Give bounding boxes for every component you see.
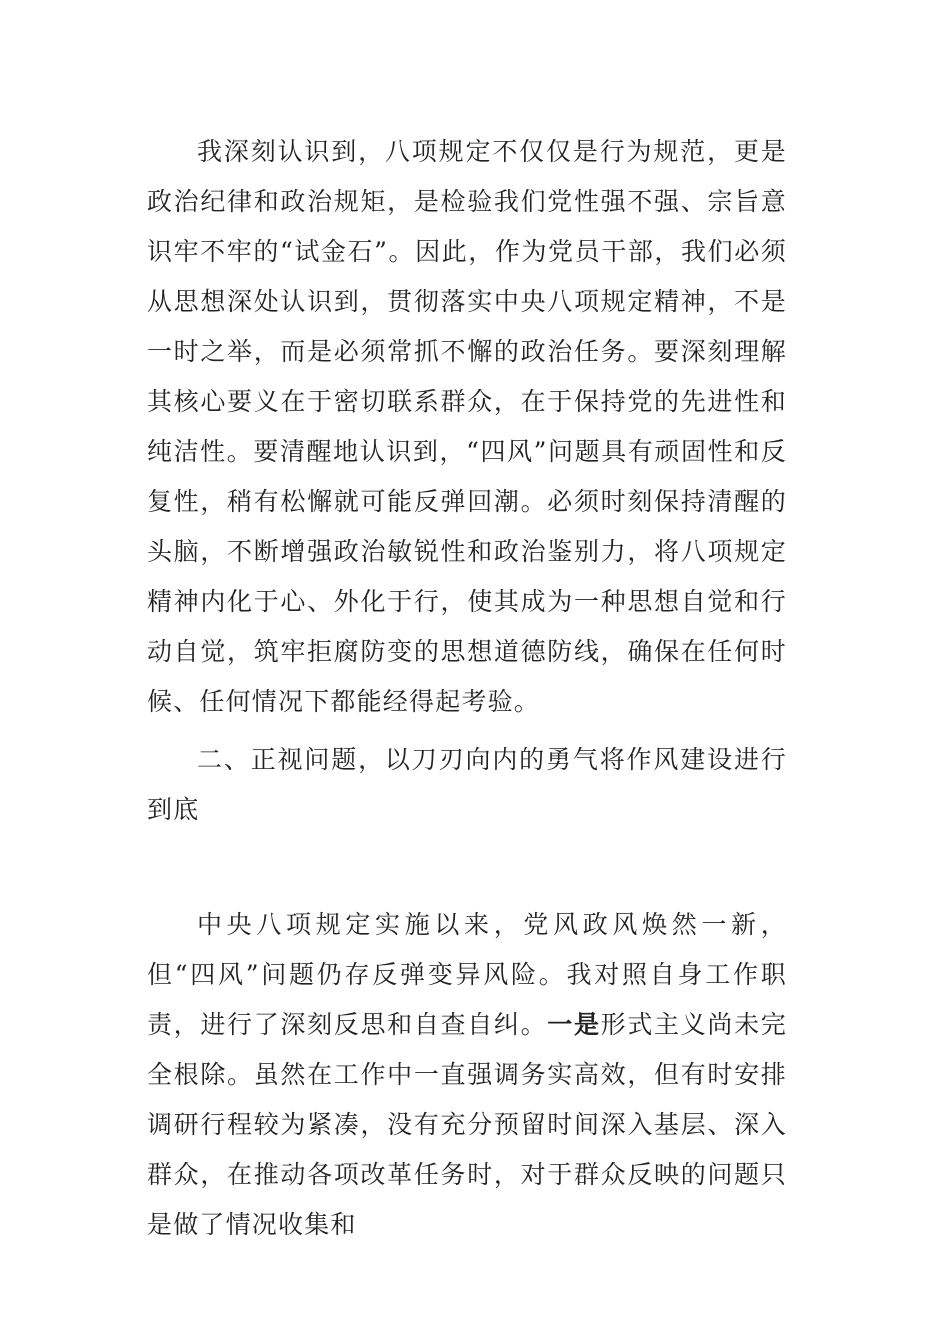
- body-paragraph-2: [147, 900, 787, 1250]
- paragraph-2-marker: 一是: [547, 1010, 601, 1039]
- section-heading-2: 二、正视问题，以刀刃向内的勇气将作风建设进行到底: [147, 745, 787, 824]
- paragraph-2-intro: 中央八项规定实施以来，党风政风焕然一新，但“四风”问题仍存反弹变异风险。我对照自身工作职责，进行了深刻反思和自查自纠。: [147, 910, 787, 1039]
- body-paragraph-1: 我深刻认识到，八项规定不仅仅是行为规范，更是政治纪律和政治规矩，是检验我们党性强不强、宗旨意识牢不牢的“试金石”。因此，作为党员干部，我们必须从思想深处认识到，贯彻落实中央八项规定精神，不是一时之举，而是必须常抓不懈的政治任务。要深刻理解其核心要义在于密切联系群众，在于保持党的先进性和纯洁性。要清醒地认识到，“四风”问题具有顽固性和反复性，稍有松懈就可能反弹回潮。必须时刻保持清醒的头脑，不断增强政治敏锐性和政治鉴别力，将八项规定精神内化于心、外化于行，使其成为一种思想自觉和行动自觉，筑牢拒腐防变的思想道德防线，确保在任何时候、任何情况下都能经得起考验。: [147, 137, 787, 716]
- paragraph-2-rest: 形式主义尚未完全根除。虽然在工作中一直强调务实高效，但有时安排调研行程较为紧凑，没有充分预留时间深入基层、深入群众，在推动各项改革任务时，对于群众反映的问题只是做了情况收集和: [147, 1010, 787, 1239]
